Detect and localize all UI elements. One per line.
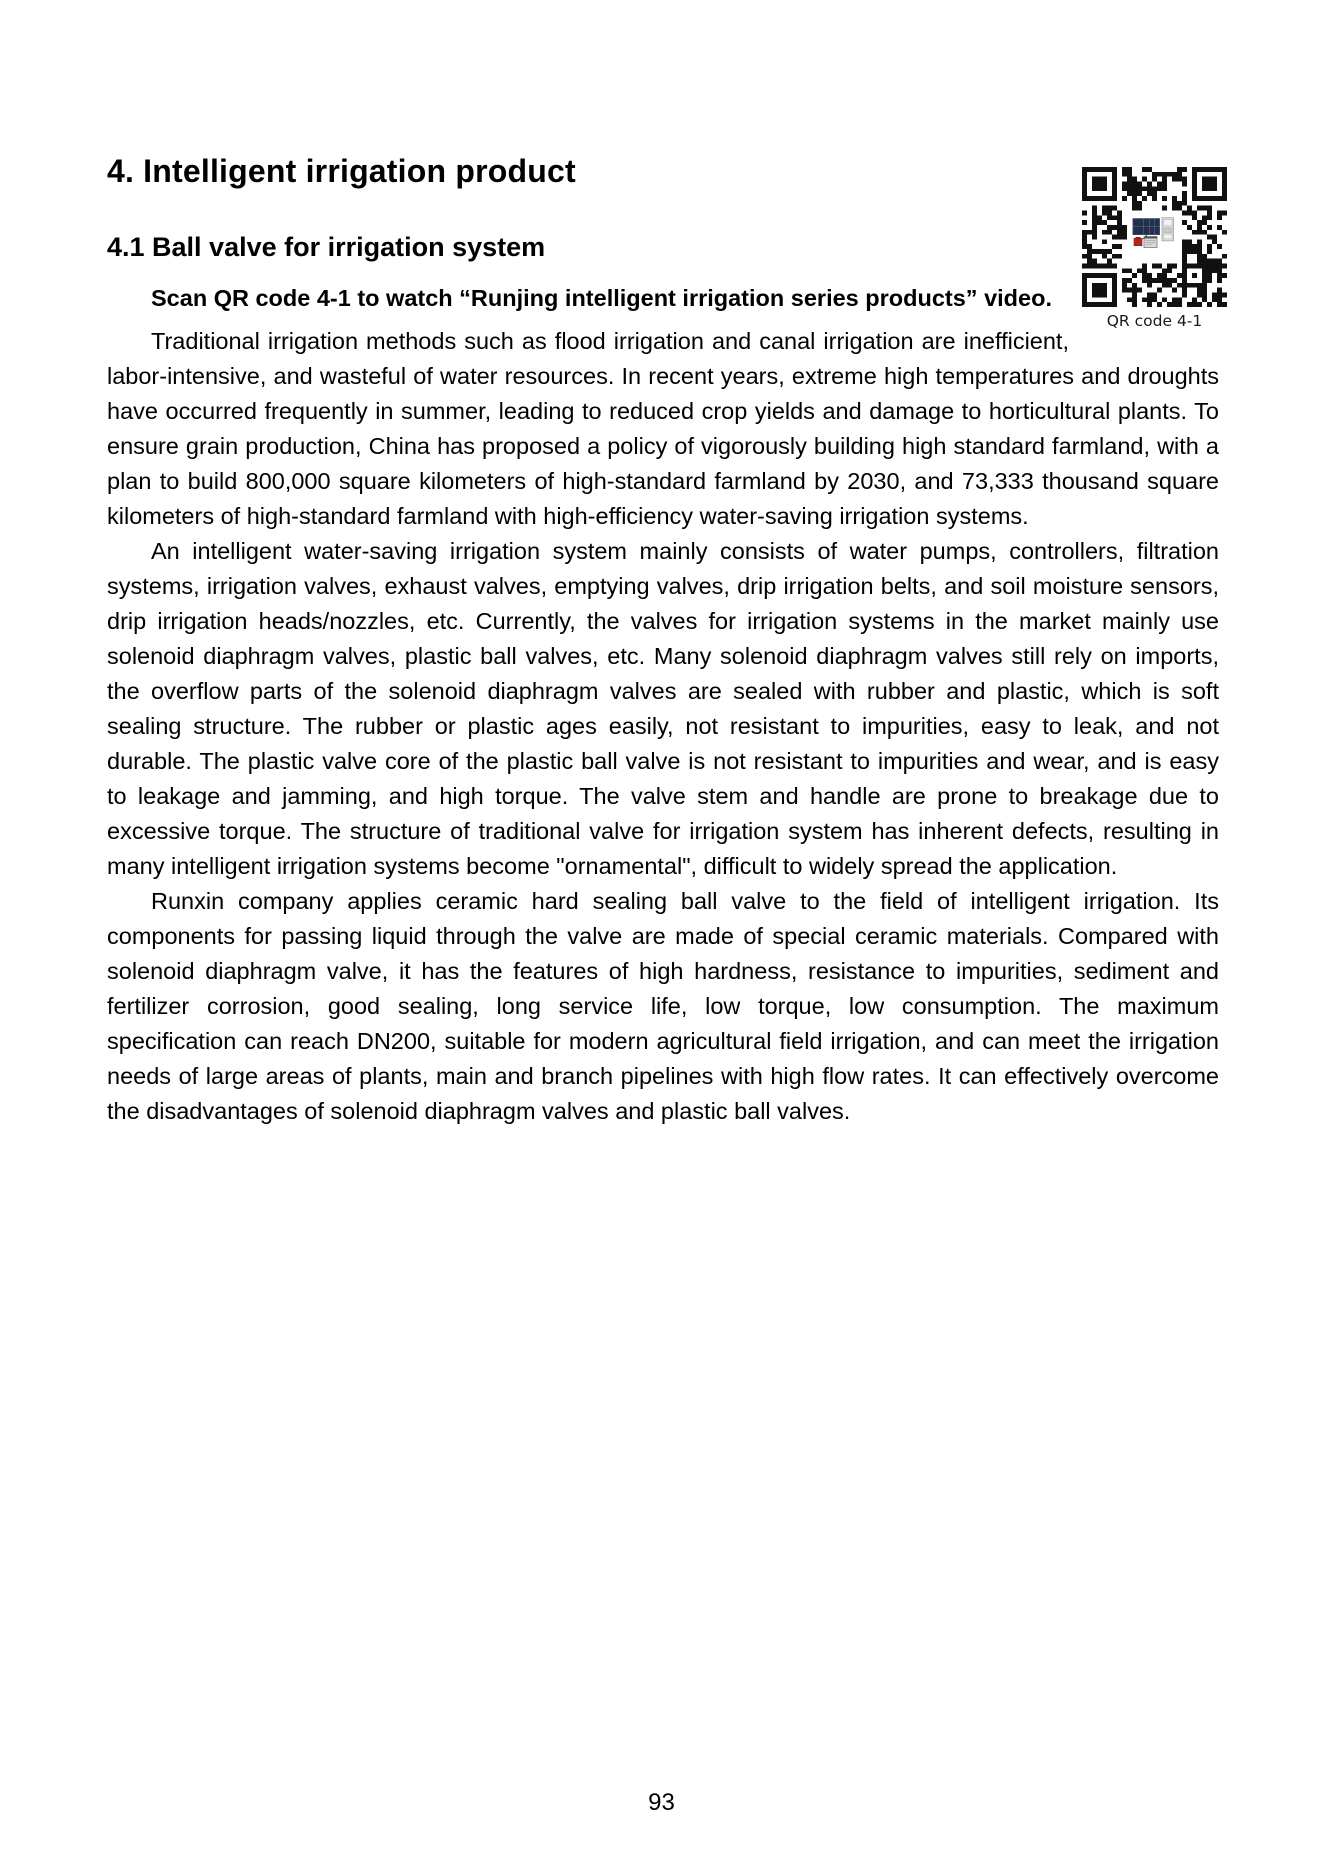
qr-code-caption: QR code 4-1 bbox=[1106, 312, 1203, 330]
paragraph-runxin-ceramic-valve: Runxin company applies ceramic hard sealing ball valve to the field of intelligent irrigation. Its components for passing liquid through the valve are made of special ceramic materials. Compared with solenoid diaphragm valve, it has the features of high hardness, resistance to impurities, sediment and fertilizer corrosion, good sealing, long service life, low torque, low consumption. The maximum specification can reach DN200, suitable for modern agricultural field irrigation, and can meet the irrigation needs of large areas of plants, main and branch pipelines with high flow rates. It can effectively overcome the disadvantages of solenoid diaphragm valves and plastic ball valves. bbox=[107, 888, 1219, 1124]
scan-qr-instruction: Scan QR code 4-1 to watch “Runjing intelligent irrigation series products” video. bbox=[151, 285, 1052, 311]
paragraph-traditional-irrigation: Traditional irrigation methods such as flood irrigation and canal irrigation are inefficient, labor-intensive, and wasteful of water resources. In recent years, extreme high temperatures and droughts have occurred frequently in summer, leading to reduced crop yields and damage to horticultural plants. To ensure grain production, China has proposed a policy of vigorously building high standard farmland, with a plan to build 800,000 square kilometers of high-standard farmland by 2030, and 73,333 thousand square kilometers of high-standard farmland with high-efficiency water-saving irrigation systems. bbox=[107, 328, 1219, 529]
chapter-title: 4. Intelligent irrigation product bbox=[107, 153, 576, 189]
qr-code-block bbox=[1082, 167, 1227, 330]
page-number: 93 bbox=[648, 1789, 675, 1816]
section-heading: 4.1 Ball valve for irrigation system bbox=[107, 232, 546, 262]
paragraph-intelligent-system: An intelligent water-saving irrigation system mainly consists of water pumps, controllers, filtration systems, irrigation valves, exhaust valves, emptying valves, drip irrigation belts, and soil moisture sensors, drip irrigation heads/nozzles, etc. Currently, the valves for irrigation systems in the market mainly use solenoid diaphragm valves, plastic ball valves, etc. Many solenoid diaphragm valves still rely on imports, the overflow parts of the solenoid diaphragm valves are sealed with rubber and plastic, which is soft sealing structure. The rubber or plastic ages easily, not resistant to impurities, easy to leak, and not durable. The plastic valve core of the plastic ball valve is not resistant to impurities and wear, and is easy to leakage and jamming, and high torque. The valve stem and handle are prone to breakage due to excessive torque. The structure of traditional valve for irrigation system has inherent defects, resulting in many intelligent irrigation systems become "ornamental", difficult to widely spread the application. bbox=[107, 538, 1219, 879]
qr-code-icon bbox=[1082, 167, 1227, 307]
